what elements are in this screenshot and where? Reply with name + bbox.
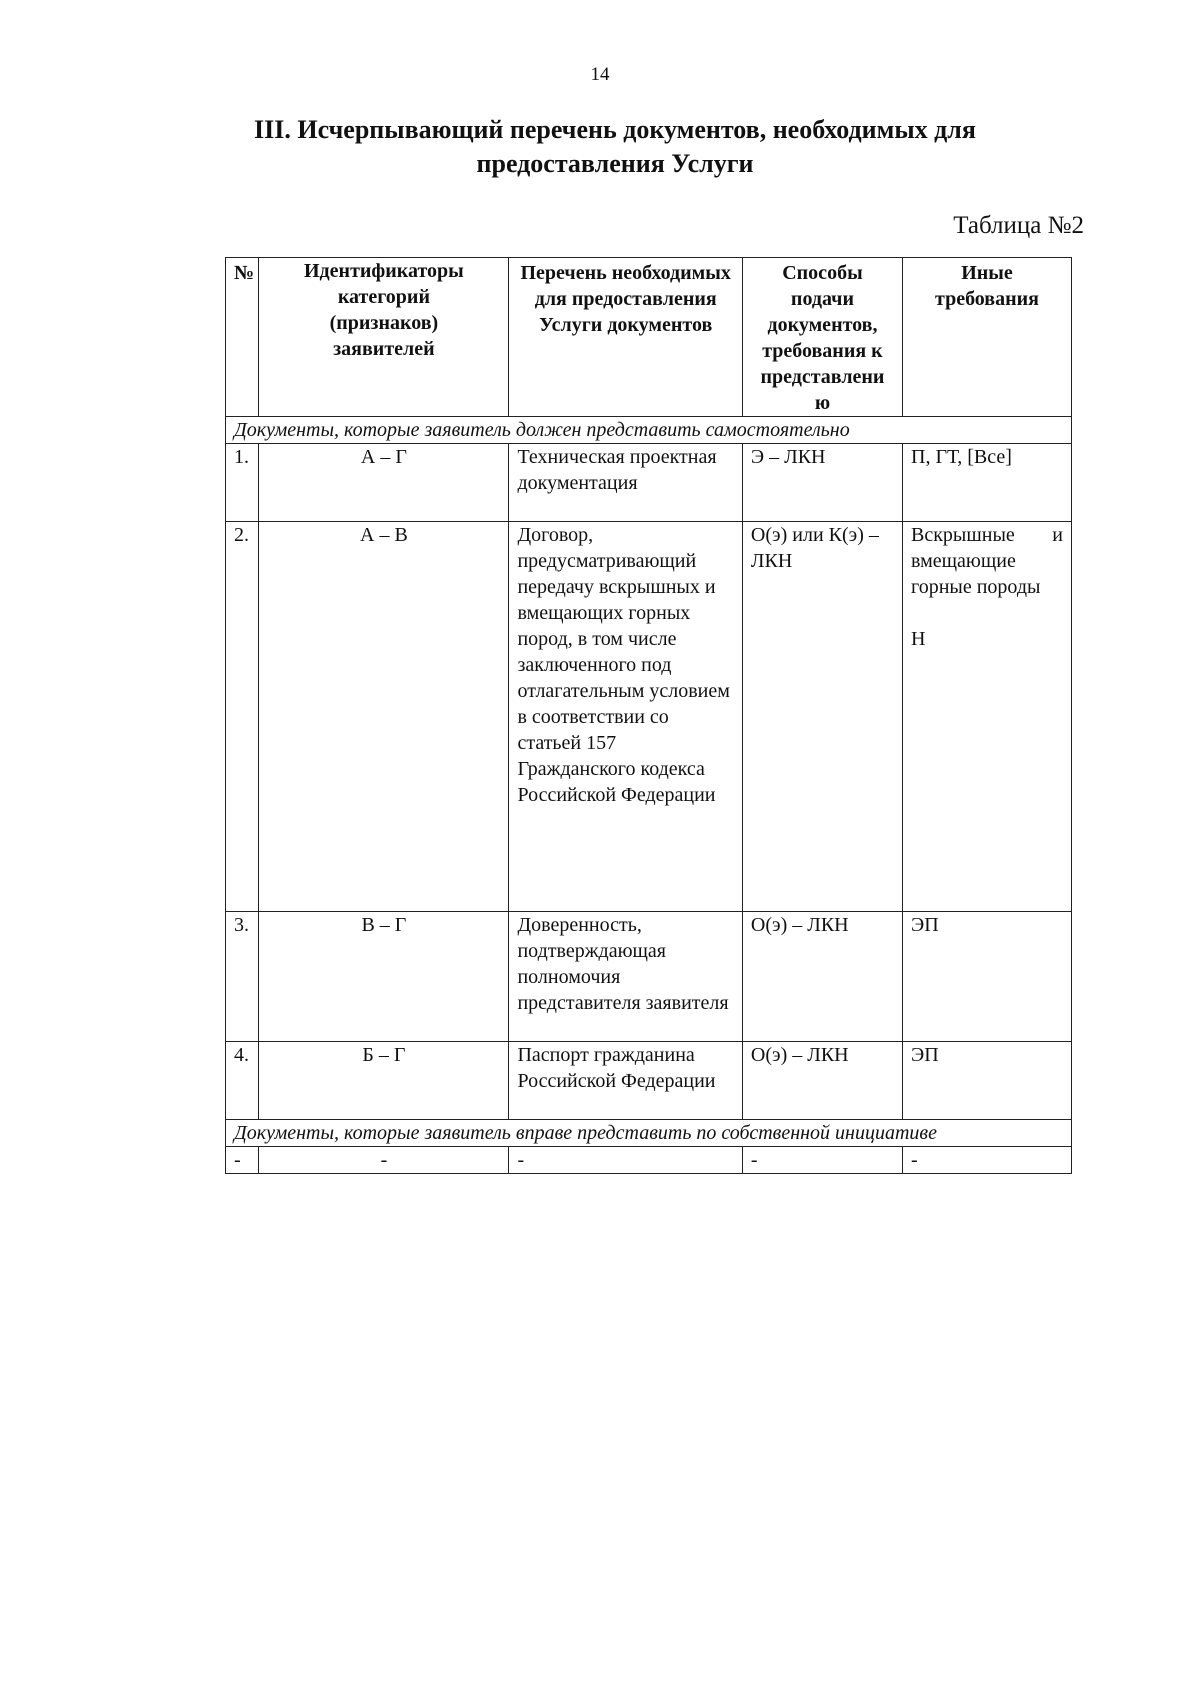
row-document: - <box>509 1147 742 1174</box>
section-row <box>226 1120 1072 1147</box>
row-number: 3. <box>226 912 259 1042</box>
table-row <box>226 522 1072 912</box>
header-number: № <box>226 258 259 417</box>
row-identifiers: А – Г <box>259 444 509 522</box>
row-document: Доверенность, подтверждающая полномочия представителя заявителя <box>509 912 742 1042</box>
header-other-requirements: Иные требования <box>903 258 1072 417</box>
row-identifiers: А – В <box>259 522 509 912</box>
row-submission-method: - <box>742 1147 902 1174</box>
row-identifiers: Б – Г <box>259 1042 509 1120</box>
row-requirements: ЭП <box>903 912 1072 1042</box>
section-title-line2: предоставления Услуги <box>476 149 754 178</box>
header-submission-methods: Способы подачи документов, требования к представлени ю <box>742 258 902 417</box>
table-header-row <box>226 258 1072 417</box>
row-requirements-note: Н <box>911 628 926 650</box>
row-document: Паспорт гражданина Российской Федерации <box>509 1042 742 1120</box>
table-row <box>226 1042 1072 1120</box>
header-documents: Перечень необходимых для предоставления Услуги документов <box>509 258 742 417</box>
row-requirements: П, ГТ, [Все] <box>903 444 1072 522</box>
row-document: Техническая проектная документация <box>509 444 742 522</box>
row-requirements <box>903 522 1072 912</box>
row-identifiers: В – Г <box>259 912 509 1042</box>
row-submission-method: О(э) – ЛКН <box>742 1042 902 1120</box>
section-row-mandatory: Документы, которые заявитель должен представить самостоятельно <box>226 417 1072 444</box>
table-label: Таблица №2 <box>953 212 1084 239</box>
row-submission-method: О(э) – ЛКН <box>742 912 902 1042</box>
row-number: - <box>226 1147 259 1174</box>
section-title <box>240 113 990 181</box>
page-number: 14 <box>590 64 610 85</box>
table-row <box>226 444 1072 522</box>
row-number: 2. <box>226 522 259 912</box>
row-document: Договор, предусматривающий передачу вскрышных и вмещающих горных пород, в том числе заключенного под отлагательным условием в соответствии со статьей 157 Гражданского кодекса Российской Федерации <box>509 522 742 912</box>
section-title-line1: III. Исчерпывающий перечень документов, необходимых для <box>254 115 976 144</box>
section-row-optional: Документы, которые заявитель вправе представить по собственной инициативе <box>226 1120 1072 1147</box>
row-submission-method: О(э) или К(э) – ЛКН <box>742 522 902 912</box>
table-row <box>226 912 1072 1042</box>
header-identifiers: Идентификаторы категорий (признаков) заявителей <box>259 258 509 417</box>
table-row <box>226 1147 1072 1174</box>
row-requirements: ЭП <box>903 1042 1072 1120</box>
row-requirements-text: Вскрышные и вмещающие горные породы <box>911 524 1063 598</box>
row-number: 1. <box>226 444 259 522</box>
documents-table <box>225 257 1072 1174</box>
row-number: 4. <box>226 1042 259 1120</box>
row-identifiers: - <box>259 1147 509 1174</box>
section-row <box>226 417 1072 444</box>
row-submission-method: Э – ЛКН <box>742 444 902 522</box>
row-requirements: - <box>903 1147 1072 1174</box>
